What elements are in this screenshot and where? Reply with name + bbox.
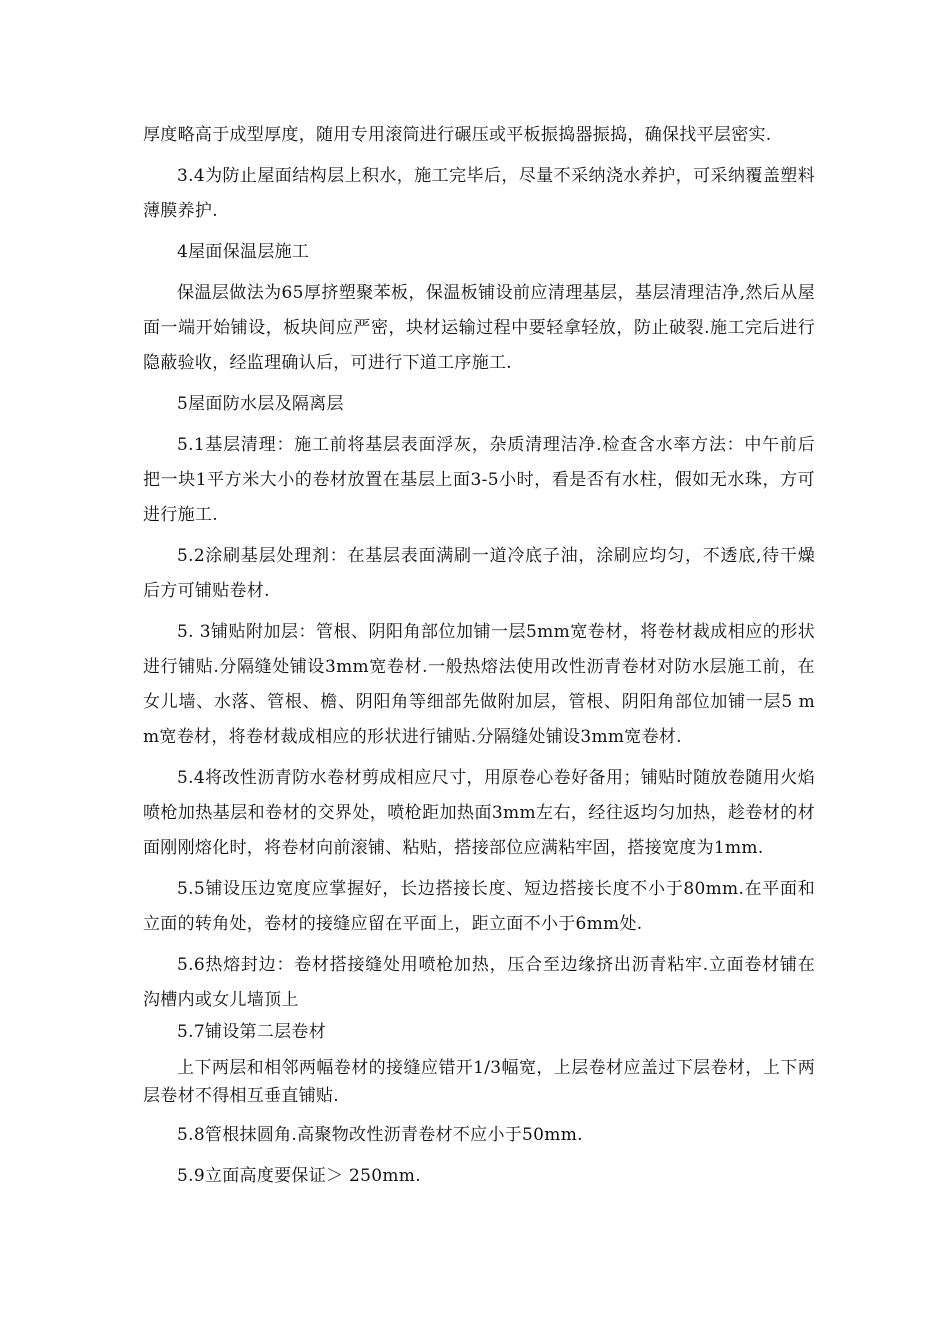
heading-5-waterproofing: 5屋面防水层及隔离层: [177, 394, 344, 414]
paragraph-5-5: 5.5铺设压边宽度应掌握好，长边搭接长度、短边搭接长度不小于80mm.在平面和立面的转角处，卷材的接缝应留在平面上，距立面不小于6mm处.: [143, 879, 815, 934]
paragraph-5-3: 5. 3铺贴附加层：管根、阴阳角部位加铺一层5mm宽卷材，将卷材裁成相应的形状进行铺贴.分隔缝处铺设3mm宽卷材.一般热熔法使用改性沥青卷材对防水层施工前，在女儿墙、水落、管根、檐、阴阳角等细部先做附加层，管根、阴阳角部位加铺一层5 mm宽卷材，将卷材裁成相应的形状进行铺贴.分隔缝处铺设3mm宽卷材.: [143, 622, 815, 747]
paragraph-5-6: 5.6热熔封边：卷材搭接缝处用喷枪加热，压合至边缘挤出沥青粘牢.立面卷材铺在沟槽内或女儿墙顶上: [143, 955, 815, 1010]
paragraph-insulation: 保温层做法为65厚挤塑聚苯板，保温板铺设前应清理基层，基层清理洁净,然后从屋面一端开始铺设，板块间应严密，块材运输过程中要轻拿轻放，防止破裂.施工完后进行隐蔽验收，经监理确认后，可进行下道工序施工.: [143, 283, 815, 373]
paragraph-5-8: 5.8管根抹圆角.高聚物改性沥青卷材不应小于50mm.: [177, 1125, 583, 1145]
paragraph-5-4: 5.4将改性沥青防水卷材剪成相应尺寸，用原卷心卷好备用；铺贴时随放卷随用火焰喷枪加热基层和卷材的交界处，喷枪距加热面3mm左右，经往返均匀加热，趁卷材的材面刚刚熔化时，将卷材向前滚铺、粘贴，搭接部位应满粘牢固，搭接宽度为1mm.: [143, 768, 815, 858]
paragraph-5-9: 5.9立面高度要保证＞ 250mm.: [177, 1166, 421, 1186]
paragraph-5-7: 上下两层和相邻两幅卷材的接缝应错开1/3幅宽，上层卷材应盖过下层卷材，上下两层卷材不得相互垂直铺贴.: [143, 1058, 815, 1106]
paragraph-5-1: 5.1基层清理：施工前将基层表面浮灰，杂质清理洁净.检查含水率方法：中午前后把一块1平方米大小的卷材放置在基层上面3-5小时，看是否有水柱，假如无水珠，方可进行施工.: [143, 435, 815, 525]
paragraph-3-4: 3.4为防止屋面结构层上积水，施工完毕后，尽量不采纳浇水养护，可采纳覆盖塑料薄膜养护.: [143, 166, 815, 221]
heading-5-7: 5.7铺设第二层卷材: [177, 1022, 327, 1042]
heading-4-insulation: 4屋面保温层施工: [177, 242, 310, 262]
paragraph-leveling-continued: 厚度略高于成型厚度，随用专用滚筒进行碾压或平板振捣器振捣，确保找平层密实.: [143, 125, 772, 145]
document-body: [143, 118, 815, 1200]
paragraph-5-2: 5.2涂刷基层处理剂：在基层表面满刷一道冷底子油，涂刷应均匀，不透底,待干燥后方可铺贴卷材.: [143, 546, 815, 601]
